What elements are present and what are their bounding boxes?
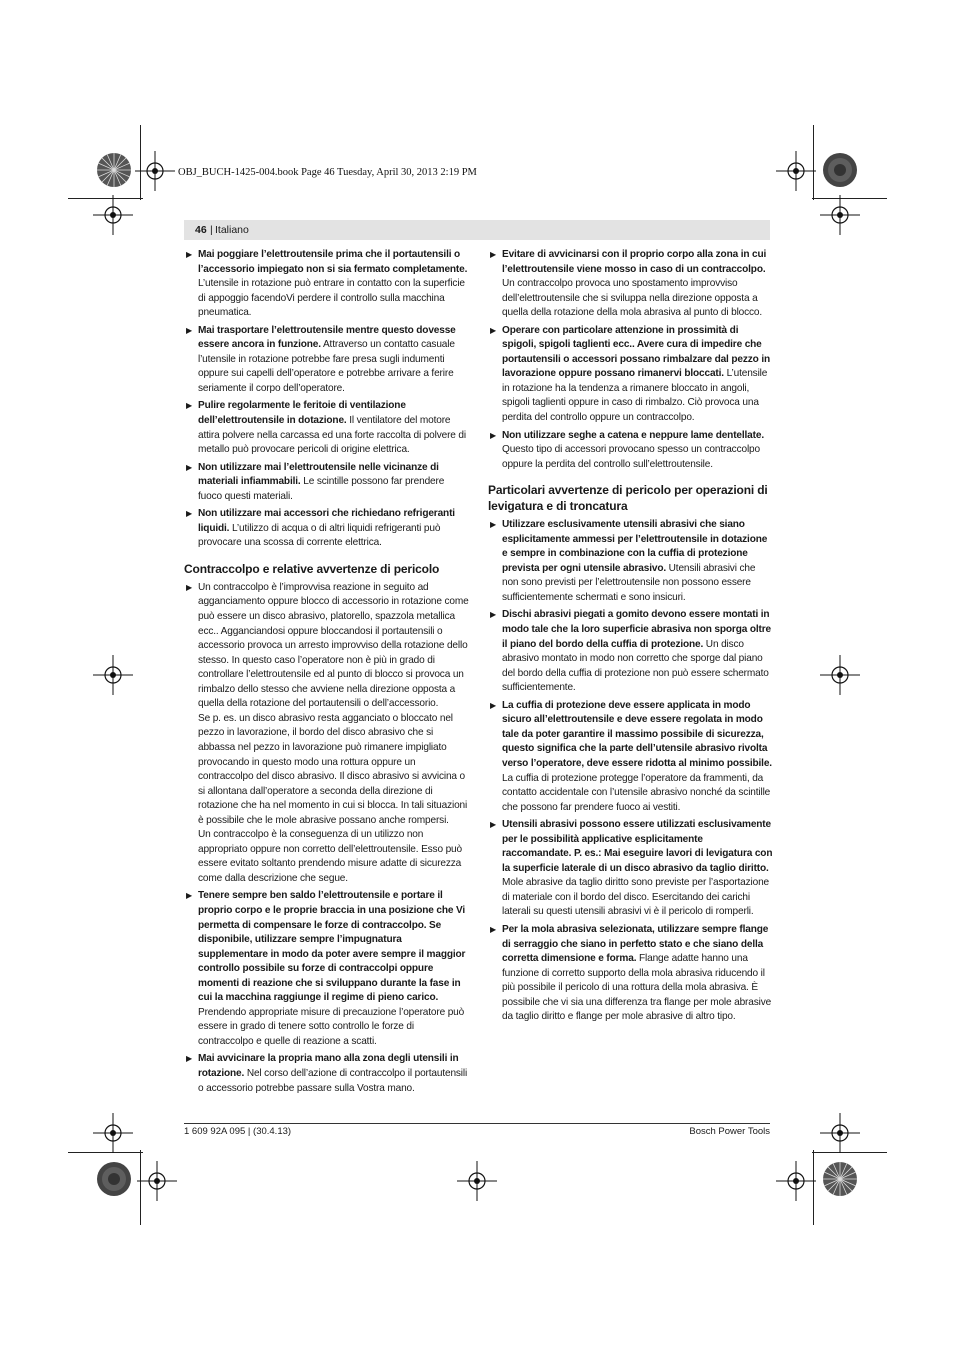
warning-item (184, 461, 469, 505)
warning-bold-text: Per la mola abrasiva selezionata, utilizzare sempre flange di serraggio che siano in perfetto stato e che siano della corretta dimensione e forma. (502, 923, 769, 965)
warning-item (184, 324, 469, 397)
warning-bold-text: Utensili abrasivi possono essere utilizzati esclusivamente per le possibilità applicative esplicitamente raccomandate. P. es.: Mai eseguire lavori di levigatura con la superficie laterale di un disco abrasivo da taglio diritto. (502, 819, 773, 874)
warning-bold-text: Mai avvicinare la propria mano alla zona degli utensili in rotazione. (198, 1053, 459, 1079)
warning-bold-text: Non utilizzare seghe a catena e neppure lame dentellate. (502, 429, 764, 441)
warning-bold-text: Non utilizzare mai accessori che richiedano refrigeranti liquidi. (198, 508, 455, 534)
bullet-triangle-icon: ▶ (186, 462, 193, 472)
warning-item (488, 324, 773, 426)
registration-mark (820, 655, 860, 695)
bullet-triangle-icon: ▶ (186, 509, 193, 519)
warning-item (488, 518, 773, 605)
warning-body-text: Un contraccolpo provoca uno spostamento improvviso dell’elettroutensile che si sviluppa nella direzione opposta a quella della rotazione della mola abrasiva al punto di blocco. (502, 278, 763, 319)
color-target-mark (96, 1161, 132, 1197)
warning-body-text: Attraverso un contatto casuale l’utensile in rotazione potrebbe fare presa sugli indumenti oppure sui capelli dell’operatore e potrebbe arrivare a ferire seriamente il corpo dell’operatore. (198, 339, 455, 394)
warning-body-text: Mole abrasive da taglio diritto sono previste per l’asportazione di materiale con il bordo del disco. Esercitando dei carichi laterali su questi utensili abrasivi vi è il pericolo di romperli. (502, 877, 770, 918)
print-info-line: OBJ_BUCH-1425-004.book Page 46 Tuesday, April 30, 2013 2:19 PM (178, 167, 477, 178)
warning-bold-text: Mai trasportare l’elettroutensile mentre questo dovesse essere ancora in funzione. (198, 324, 456, 351)
warning-body-text: L’utensile in rotazione può entrare in contatto con la superficie di appoggio facendoVi perdere il controllo sulla macchina pneumatica. (198, 278, 465, 319)
warning-body-text: La cuffia di protezione protegge l’operatore da frammenti, da contatto accidentale con l’utensile abrasivo nonché da scintille che possono far prendere fuoco ai vestiti. (502, 772, 771, 813)
registration-mark (820, 195, 860, 235)
footer-brand: Bosch Power Tools (689, 1126, 770, 1137)
warning-bold-text: La cuffia di protezione deve essere applicata in modo sicuro all’elettroutensile e deve essere regolata in modo tale da poter garantire il massimo possibile di sicurezza, questo significa che la parte dell’utensile abrasivo rivolta verso l’operatore, deve essere ridotta al minimo possibile. (502, 699, 772, 769)
warning-item (488, 699, 773, 815)
warning-item (184, 507, 469, 551)
warning-body-text: L’utensile in rotazione ha la tendenza a rimanere bloccato in angoli, spigoli taglienti oppure in caso di rimbalzo. Ciò provoca una perdita del controllo oppure un contraccolpo. (502, 368, 768, 424)
color-target-mark (822, 152, 858, 188)
registration-mark (135, 151, 175, 191)
bullet-triangle-icon: ▶ (490, 820, 497, 830)
warning-item (184, 581, 469, 886)
warning-bold-text: Mai poggiare l’elettroutensile prima che il portautensili o l’accessorio impiegato non si sia fermato completamente. (198, 249, 468, 275)
bullet-triangle-icon: ▶ (186, 891, 193, 901)
bullet-triangle-icon: ▶ (490, 700, 497, 710)
page-number: 46 (195, 224, 207, 236)
bullet-triangle-icon: ▶ (186, 401, 193, 411)
footer-doc-number: 1 609 92A 095 | (30.4.13) (184, 1126, 292, 1137)
section-heading-grinding: Particolari avvertenze di pericolo per operazioni di levigatura e di troncatura (488, 483, 768, 514)
bullet-triangle-icon: ▶ (490, 430, 497, 440)
registration-mark (776, 151, 816, 191)
warning-bold-text: Non utilizzare mai l’elettroutensile nelle vicinanze di materiali infiammabili. (198, 461, 439, 488)
section-heading-kickback: Contraccolpo e relative avvertenze di pericolo (184, 561, 440, 576)
color-target-mark (822, 1161, 858, 1197)
header-language: Italiano (215, 224, 249, 236)
warning-item (184, 1052, 469, 1096)
warning-item (184, 248, 469, 321)
warning-body-text: Utensili abrasivi che non sono previsti per l’elettroutensile non possono essere sufficientemente schermati e sono insicuri. (502, 562, 756, 603)
warning-item (488, 818, 773, 920)
bullet-triangle-icon: ▶ (490, 924, 497, 934)
left-column (184, 248, 469, 1099)
warning-body-text: L’utilizzo di acqua o di altri liquidi refrigeranti può provocare una scossa di corrente elettrica. (198, 522, 441, 549)
right-warnings-list (488, 248, 773, 472)
bullet-triangle-icon: ▶ (490, 250, 497, 259)
page-header-bar (184, 220, 770, 240)
footer-rule (184, 1123, 770, 1124)
bullet-triangle-icon: ▶ (186, 325, 193, 335)
warning-item (184, 889, 469, 1049)
bullet-triangle-icon: ▶ (186, 1054, 193, 1064)
registration-mark (457, 1161, 497, 1201)
warning-body-text: Le scintille possono far prendere fuoco questi materiali. (198, 476, 445, 502)
bullet-triangle-icon: ▶ (186, 250, 193, 259)
registration-mark (776, 1161, 816, 1201)
header-separator: | (210, 224, 213, 236)
warning-body-text: Nel corso dell’azione di contraccolpo il portautensili o accessorio potrebbe passare sulla Vostra mano. (198, 1067, 468, 1094)
warning-body-text: Flange adatte hanno una funzione di corretto supporto della mola abrasiva riducendo il più possibile il pericolo di una rottura della mola abrasiva. È possibile che vi sia una differenza tra flange per mole abrasive da taglio diritto e flange per mole abrasive di altro tipo. (502, 953, 772, 1023)
warning-bold-text: Dischi abrasivi piegati a gomito devono essere montati in modo tale che la loro superficie abrasiva non sporga oltre il piano del bordo della cuffia di protezione. (502, 609, 771, 650)
color-target-mark (96, 152, 132, 188)
warning-body-text: Un disco abrasivo montato in modo non corretto che sporge dal piano del bordo della cuffia di protezione non può essere schermato sufficientemente. (502, 638, 769, 694)
warning-item (488, 608, 773, 695)
registration-mark (137, 1161, 177, 1201)
warning-body-text: Il ventilatore del motore attira polvere nella carcassa ed una forte raccolta di polvere di metallo può provocare pericoli di origine elettrica. (198, 415, 466, 456)
warning-body-text: Un contraccolpo è l’improvvisa reazione in seguito ad agganciamento oppure blocco di accessorio in rotazione come può essere un disco abrasivo, platorello, spazzola metallica ecc.. Agganciandosi oppure bloccandosi il portautensili o accessorio provoca un arresto improvviso della rotazione dello stesso. In questo caso l’operatore non è più in grado di controllare l’elettroutensile ed al punto di blocco si provoca un rimbalzo dello stesso che avviene nella direzione opposta a quella della rotazione del portautensili o dell’accessorio. Se p. es. un disco abrasivo resta agganciato o bloccato nel pezzo in lavorazione, il bordo del disco abrasivo che si abbassa nel pezzo in lavorazione può rimanere impigliato provocando in questo modo una rottura oppure un contraccolpo del disco abrasivo. Il disco abrasivo si avvicina o si allontana dall’operatore a seconda della direzione di rotazione che ha nel momento in cui si blocca. In tali situazioni è possibile che le mole abrasive possano anche rompersi. Un contraccolpo è la conseguenza di un utilizzo non appropriato oppure non corretto dell’elettroutensile. Esso può essere evitato soltanto prendendo misure adatte di sicurezza come dalla descrizione che segue. (198, 581, 469, 884)
registration-mark (93, 195, 133, 235)
warning-item (488, 923, 773, 1025)
warning-bold-text: Utilizzare esclusivamente utensili abrasivi che siano esplicitamente ammessi per l’elettroutensile in dotazione e sempre in combinazione con la cuffia di protezione prevista per ogni utensile abrasivo. (502, 519, 768, 574)
bullet-triangle-icon: ▶ (490, 610, 497, 620)
registration-mark (93, 1113, 133, 1153)
warning-bold-text: Operare con particolare attenzione in prossimità di spigoli, spigoli taglienti ecc.. Avere cura di impedire che portautensili o accessori possano rimbalzare dal pezzo in lavorazione oppure possano rimanervi bloccati. (502, 324, 770, 380)
warning-body-text: Prendendo appropriate misure di precauzione l’operatore può essere in grado di tenere sotto controllo le forze di contraccolpo e quelle di reazione a scatti. (198, 1006, 465, 1047)
kickback-warnings-list (184, 581, 469, 1096)
left-warnings-list (184, 248, 469, 551)
grinding-warnings-list (488, 518, 773, 1025)
right-column (488, 248, 773, 1028)
warning-item (488, 429, 773, 473)
warning-bold-text: Evitare di avvicinarsi con il proprio corpo alla zona in cui l’elettroutensile viene mosso in caso di un contraccolpo. (502, 249, 767, 275)
registration-mark (820, 1113, 860, 1153)
warning-bold-text: Tenere sempre ben saldo l’elettroutensile e portare il proprio corpo e le proprie braccia in una posizione che Vi permetta di compensare le forze di contraccolpo. Se disponibile, utilizzare sempre l’impugnatura supplementare in modo da poter avere sempre il maggior controllo possibile su forze di contraccolpi oppure momenti di reazione che si sviluppano durante la fase in cui la macchina raggiunge il regime di pieno carico. (198, 890, 466, 1004)
registration-mark (93, 655, 133, 695)
warning-item (184, 399, 469, 457)
warning-bold-text: Pulire regolarmente le feritoie di ventilazione dell’elettroutensile in dotazione. (198, 400, 406, 427)
warning-body-text: Questo tipo di accessori provocano spesso un contraccolpo oppure la perdita del controllo sull’elettroutensile. (502, 444, 760, 470)
bullet-triangle-icon: ▶ (186, 582, 193, 592)
warning-item (488, 248, 773, 321)
bullet-triangle-icon: ▶ (490, 325, 497, 335)
bullet-triangle-icon: ▶ (490, 520, 497, 530)
